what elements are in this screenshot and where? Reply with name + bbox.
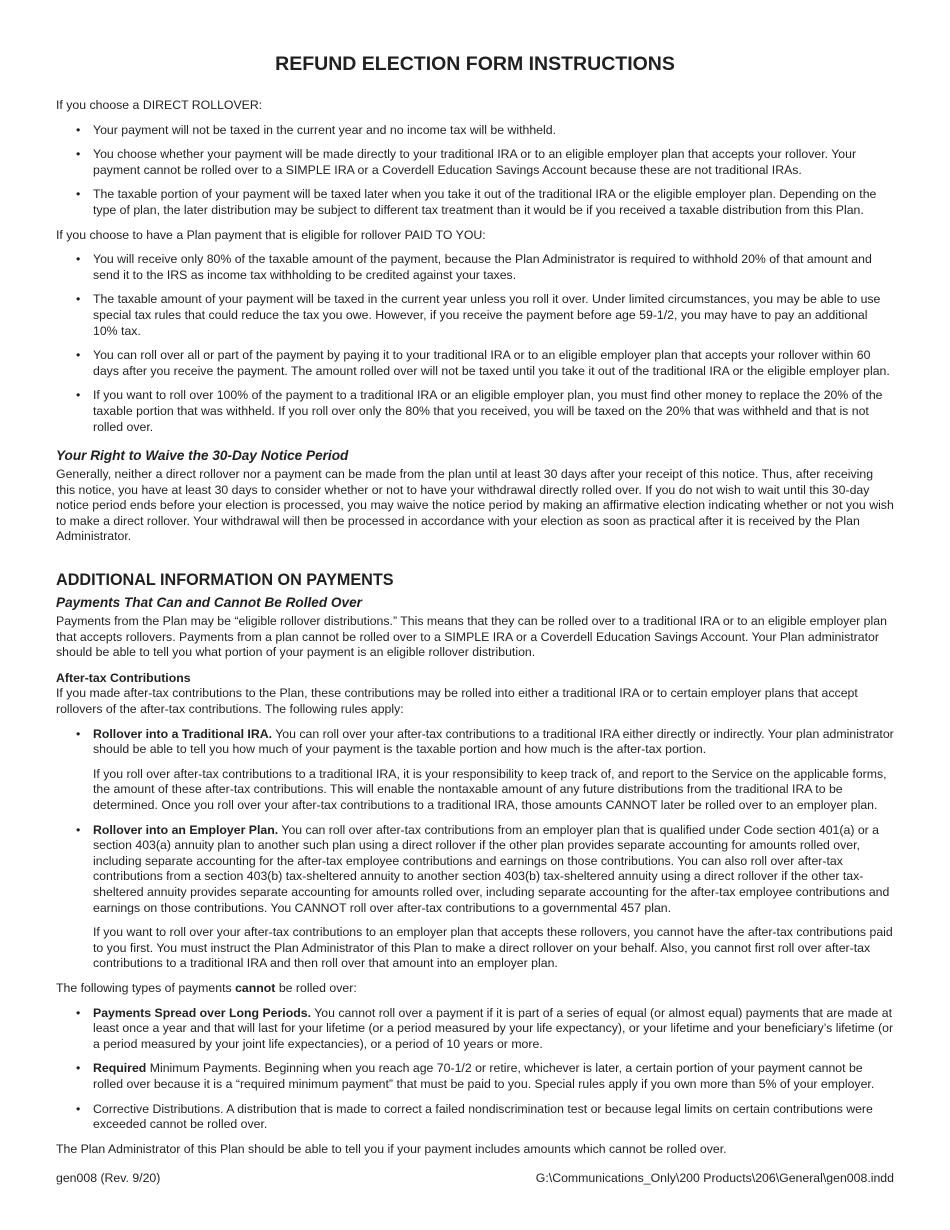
cannot-intro-post: be rolled over: (275, 980, 357, 995)
page-title: REFUND ELECTION FORM INSTRUCTIONS (275, 53, 675, 75)
bullet-text: You can roll over your after-tax contributions to a traditional IRA either directly or indirectly. Your plan administrator should be able to tell you how much of your payment is the taxable portion and how much is the after-tax portion. (93, 726, 894, 757)
bullet-continuation: If you roll over after-tax contributions to a traditional IRA, it is your responsibility to keep track of, and report to the Service on the applicable forms, the amount of these after-tax contributions. This will enable the nontaxable amount of any future distributions from the traditional IRA to be determined. Once you roll over your after-tax contributions to a traditional IRA, those amounts CANNOT later be rolled over to an employer plan. (93, 766, 887, 812)
bullet-bold-lead: Payments Spread over Long Periods. (93, 1005, 311, 1020)
list-item (56, 727, 894, 814)
rollover-text: Payments from the Plan may be “eligible rollover distributions.” This means that they can be rolled over to a traditional IRA or to an eligible employer plan that accepts rollovers. Payments from a plan cannot be rolled over to a SIMPLE IRA or a Coverdell Education Savings Account. Your Plan administrator should be able to tell you what portion of your payment is an eligible rollover distribution. (56, 614, 887, 660)
after-tax-text: If you made after-tax contributions to the Plan, these contributions may be rolled into either a traditional IRA or to certain employer plans that accept rollovers of the after-tax contributions. The following rules apply: (56, 686, 858, 717)
bullet-continuation: If you want to roll over your after-tax contributions to an employer plan that accepts these rollovers, you cannot have the after-tax contributions paid to you first. You must instruct the Plan Administrator of this Plan to make a direct rollover on your behalf. Also, you cannot first roll over after-tax contributions to a traditional IRA and then roll over that amount into an employer plan. (93, 925, 893, 971)
cannot-intro (56, 981, 894, 997)
list-item: • Your payment will not be taxed in the current year and no income tax will be withheld. (56, 123, 894, 139)
bullet-text: Minimum Payments. Beginning when you reach age 70-1/2 or retire, whichever is later, a certain portion of your payment cannot be rolled over because it is a “required minimum payment” that must be paid to you. Special rules apply if you own more than 5% of your employer. (93, 1061, 875, 1091)
list-item: • The taxable portion of your payment will be taxed later when you take it out of the traditional IRA or the eligible employer plan. Depending on the type of plan, the later distribution may be subject to different tax treatment than it would be if you received a taxable distribution from this Plan. (56, 187, 894, 218)
footer-form-id: gen008 (Rev. 9/20) (56, 1171, 161, 1185)
list-item: • The taxable amount of your payment will be taxed in the current year unless you roll it over. Under limited circumstances, you may be able to use special tax rules that could reduce the tax you owe. However, if you receive the payment before age 59-1/2, you may have to pay an additional 10% tax. (56, 292, 894, 339)
cannot-list (56, 1006, 894, 1133)
list-item: • You can roll over all or part of the payment by paying it to your traditional IRA or to an eligible employer plan that accepts your rollover within 60 days after you receive the payment. The amount rolled over will not be taxed until you take it out of the traditional IRA or the eligible employer plan. (56, 348, 894, 379)
list-item: • You choose whether your payment will be made directly to your traditional IRA or to an eligible employer plan that accepts your rollover. Your payment cannot be rolled over to a SIMPLE IRA or a Coverdell Education Savings Account because these are not traditional IRAs. (56, 147, 894, 178)
bullet-text: You cannot roll over a payment if it is part of a series of equal (or almost equal) payments that are made at least once a year and that will last for your lifetime (or a period measured by your life expectancy), or your lifetime and your beneficiary’s lifetime (or a period measured by your joint life expectancies), or a period of 10 years or more. (93, 1005, 894, 1051)
list-item: • If you want to roll over 100% of the payment to a traditional IRA or an eligible employer plan, you must find other money to replace the 20% of the taxable portion that was withheld. If you roll over only the 80% that you received, you will be taxed on the 20% that was withheld and that is not rolled over. (56, 388, 894, 435)
cannot-intro-bold: cannot (235, 980, 276, 995)
after-tax-heading: After-tax Contributions (56, 670, 191, 685)
bullet-bold-lead: Rollover into an Employer Plan. (93, 822, 279, 837)
waive-heading: Your Right to Waive the 30-Day Notice Period (56, 448, 349, 464)
paid-to-you-list (56, 252, 894, 435)
bullet-text: Corrective Distributions. A distribution that is made to correct a failed nondiscrimination test or because legal limits on certain contributions were exceeded cannot be rolled over. (93, 1101, 873, 1132)
list-item: • You will receive only 80% of the taxable amount of the payment, because the Plan Administrator is required to withhold 20% of that amount and send it to the IRS as income tax withholding to be credited against your taxes. (56, 252, 894, 283)
closing-text: The Plan Administrator of this Plan should be able to tell you if your payment includes amounts which cannot be rolled over. (56, 1141, 727, 1156)
list-item (56, 1006, 894, 1053)
bullet-text: You can roll over after-tax contributions from an employer plan that is qualified under Code section 401(a) or a section 403(a) annuity plan to another such plan using a direct rollover if the other plan provides separate accounting for amounts rolled over, including separate accounting for the after-tax employee contributions and earnings on those contributions. You can also roll over after-tax contributions from a section 403(b) tax-sheltered annuity to another section 403(b) tax-sheltered annuity using a direct rollover if the other tax-sheltered annuity provides separate accounting for amounts rolled over, including separate accounting for the after-tax employee contributions and earnings on those contributions. You CANNOT roll over after-tax contributions to a governmental 457 plan. (93, 822, 890, 915)
waive-text: Generally, neither a direct rollover nor a payment can be made from the plan until at least 30 days after your receipt of this notice. Thus, after receiving this notice, you have at least 30 days to consider whether or not to have your withdrawal directly rolled over. If you do not wish to wait until this 30-day notice period ends before your election is processed, you may waive the notice period by making an affirmative election indicating whether or not you wish to make a direct rollover. Your withdrawal will then be processed in accordance with your election as soon as practical after it is received by the Plan Administrator. (56, 467, 894, 544)
footer-file-path: G:\Communications_Only\200 Products\206\General\gen008.indd (535, 1171, 894, 1185)
list-item (56, 1061, 894, 1092)
bullet-bold-lead: Rollover into a Traditional IRA. (93, 726, 273, 741)
list-item (56, 823, 894, 972)
additional-info-heading: ADDITIONAL INFORMATION ON PAYMENTS (56, 571, 394, 590)
paid-to-you-intro: If you choose to have a Plan payment that is eligible for rollover PAID TO YOU: (56, 227, 486, 242)
rollover-subheading: Payments That Can and Cannot Be Rolled Over (56, 595, 362, 611)
direct-rollover-intro: If you choose a DIRECT ROLLOVER: (56, 98, 263, 112)
cannot-intro-pre: The following types of payments (56, 980, 236, 995)
bullet-bold-lead: Required (93, 1061, 147, 1076)
after-tax-list (56, 727, 894, 972)
direct-rollover-list (56, 123, 894, 219)
document-body (56, 98, 894, 1157)
list-item (56, 1102, 894, 1133)
